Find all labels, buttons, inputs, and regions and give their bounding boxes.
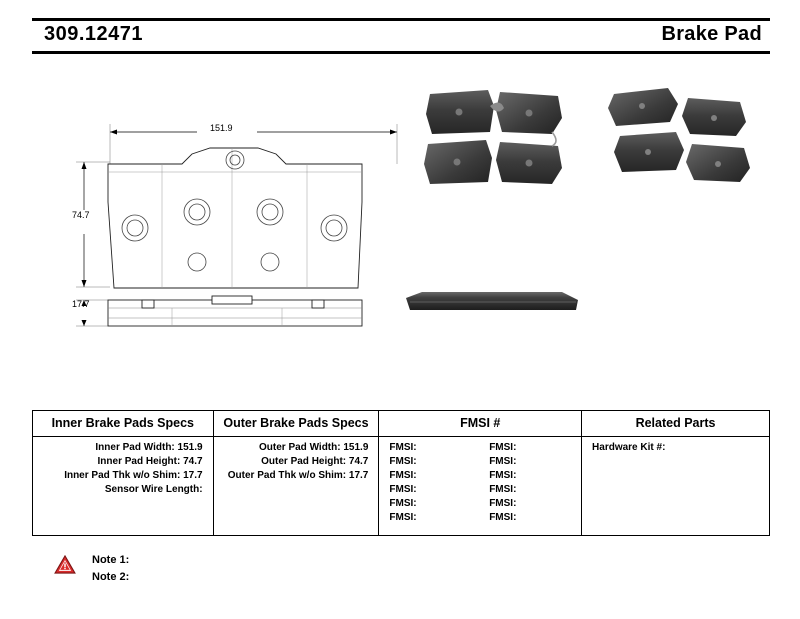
fmsi-right: FMSI: [489, 498, 517, 509]
fmsi-left: FMSI: [389, 484, 417, 495]
column-header-outer-specs: Outer Brake Pads Specs [213, 411, 379, 437]
fmsi-row [385, 455, 575, 469]
fmsi-left: FMSI: [389, 512, 417, 523]
column-header-inner-specs: Inner Brake Pads Specs [33, 411, 214, 437]
fmsi-left: FMSI: [389, 498, 417, 509]
document-header [32, 18, 770, 54]
column-header-fmsi: FMSI # [379, 411, 582, 437]
outer-spec-height: Outer Pad Height: 74.7 [261, 456, 369, 467]
fmsi-right: FMSI: [489, 442, 517, 453]
brake-pad-photo-set [402, 88, 752, 218]
header-rule-top [32, 18, 770, 21]
table-header-row [33, 411, 770, 437]
part-number: 309.12471 [44, 23, 144, 45]
inner-spec-width: Inner Pad Width: 151.9 [95, 442, 203, 453]
page-title: Brake Pad [661, 23, 762, 45]
fmsi-row [385, 511, 575, 525]
cell-fmsi [379, 437, 582, 536]
cell-related-parts [582, 437, 770, 536]
fmsi-row [385, 469, 575, 483]
fmsi-right: FMSI: [489, 470, 517, 481]
fmsi-right: FMSI: [489, 484, 517, 495]
notes-section [52, 552, 352, 586]
drawing-area [32, 70, 770, 390]
fmsi-row [385, 441, 575, 455]
dimension-thickness: 17.7 [72, 299, 90, 309]
table-row [33, 437, 770, 536]
fmsi-left: FMSI: [389, 456, 417, 467]
fmsi-row [385, 483, 575, 497]
dimension-height: 74.7 [72, 210, 90, 220]
inner-spec-height: Inner Pad Height: 74.7 [97, 456, 203, 467]
fmsi-row [385, 497, 575, 511]
inner-spec-sensor-wire: Sensor Wire Length: [104, 484, 203, 495]
hardware-kit-line: Hardware Kit #: [592, 442, 666, 453]
column-header-related-parts: Related Parts [582, 411, 770, 437]
fmsi-right: FMSI: [489, 512, 517, 523]
brake-pad-photo-edge [402, 288, 582, 320]
outer-spec-thickness: Outer Pad Thk w/o Shim: 17.7 [227, 470, 369, 481]
note-2: Note 2: [92, 571, 130, 583]
fmsi-right: FMSI: [489, 456, 517, 467]
warning-icon [54, 555, 76, 574]
inner-spec-thickness: Inner Pad Thk w/o Shim: 17.7 [64, 470, 203, 481]
dimension-width: 151.9 [210, 123, 233, 133]
outer-spec-width: Outer Pad Width: 151.9 [259, 442, 369, 453]
specifications-table [32, 410, 770, 536]
note-1: Note 1: [92, 554, 130, 566]
cell-inner-specs [33, 437, 214, 536]
fmsi-left: FMSI: [389, 470, 417, 481]
header-rule-bottom [32, 51, 770, 54]
technical-drawing [62, 102, 422, 362]
cell-outer-specs [213, 437, 379, 536]
fmsi-left: FMSI: [389, 442, 417, 453]
